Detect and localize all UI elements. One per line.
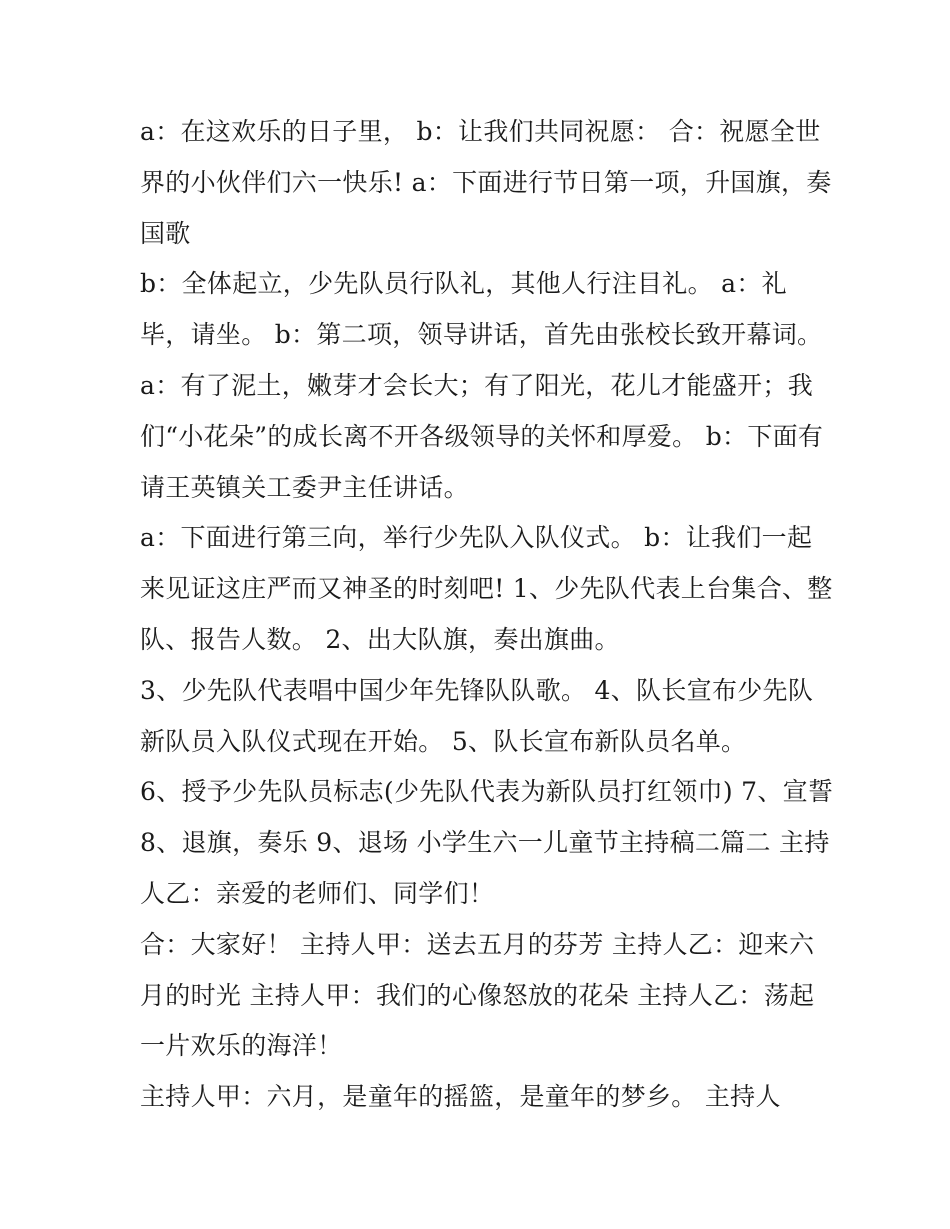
text-line: 3、少先队代表唱中国少年先锋队队歌。 4、队长宣布少先队	[140, 675, 814, 705]
text-line: 一片欢乐的海洋！	[140, 1031, 343, 1061]
text-line: 国歌	[140, 218, 191, 248]
text-line: a：下面进行第三向，举行少先队入队仪式。 b：让我们一起	[140, 523, 813, 553]
text-line: b：全体起立，少先队员行队礼，其他人行注目礼。 a：礼	[140, 269, 787, 299]
text-line: 们“小花朵”的成长离不开各级领导的关怀和厚爱。 b：下面有	[140, 421, 824, 451]
text-line: 请王英镇关工委尹主任讲话。	[140, 472, 469, 502]
document-body	[140, 107, 834, 1123]
text-line: 8、退旗，奏乐 9、退场 小学生六一儿童节主持稿二篇二 主持	[140, 828, 830, 858]
text-line: 来见证这庄严而又神圣的时刻吧! 1、少先队代表上台集合、整	[140, 574, 833, 604]
text-line: 毕，请坐。 b：第二项，领导讲话，首先由张校长致开幕词。	[140, 320, 823, 350]
text-line: 月的时光 主持人甲：我们的心像怒放的花朵 主持人乙：荡起	[140, 980, 815, 1010]
text-line: a：有了泥土，嫩芽才会长大；有了阳光，花儿才能盛开；我	[140, 370, 814, 400]
text-line: 主持人甲：六月，是童年的摇篮，是童年的梦乡。 主持人	[140, 1082, 781, 1112]
text-line: 6、授予少先队员标志(少先队代表为新队员打红领巾) 7、宣誓	[140, 777, 834, 807]
text-line: 合：大家好！ 主持人甲：送去五月的芬芳 主持人乙：迎来六	[140, 929, 815, 959]
text-line: a：在这欢乐的日子里， b：让我们共同祝愿： 合：祝愿全世	[140, 117, 821, 146]
text-line: 队、报告人数。 2、出大队旗，奏出旗曲。	[140, 624, 620, 654]
text-line: 新队员入队仪式现在开始。 5、队长宣布新队员名单。	[140, 726, 747, 756]
text-line: 人乙：亲爱的老师们、同学们！	[140, 878, 495, 908]
text-line: 界的小伙伴们六一快乐! a：下面进行节日第一项，升国旗，奏	[140, 167, 832, 197]
